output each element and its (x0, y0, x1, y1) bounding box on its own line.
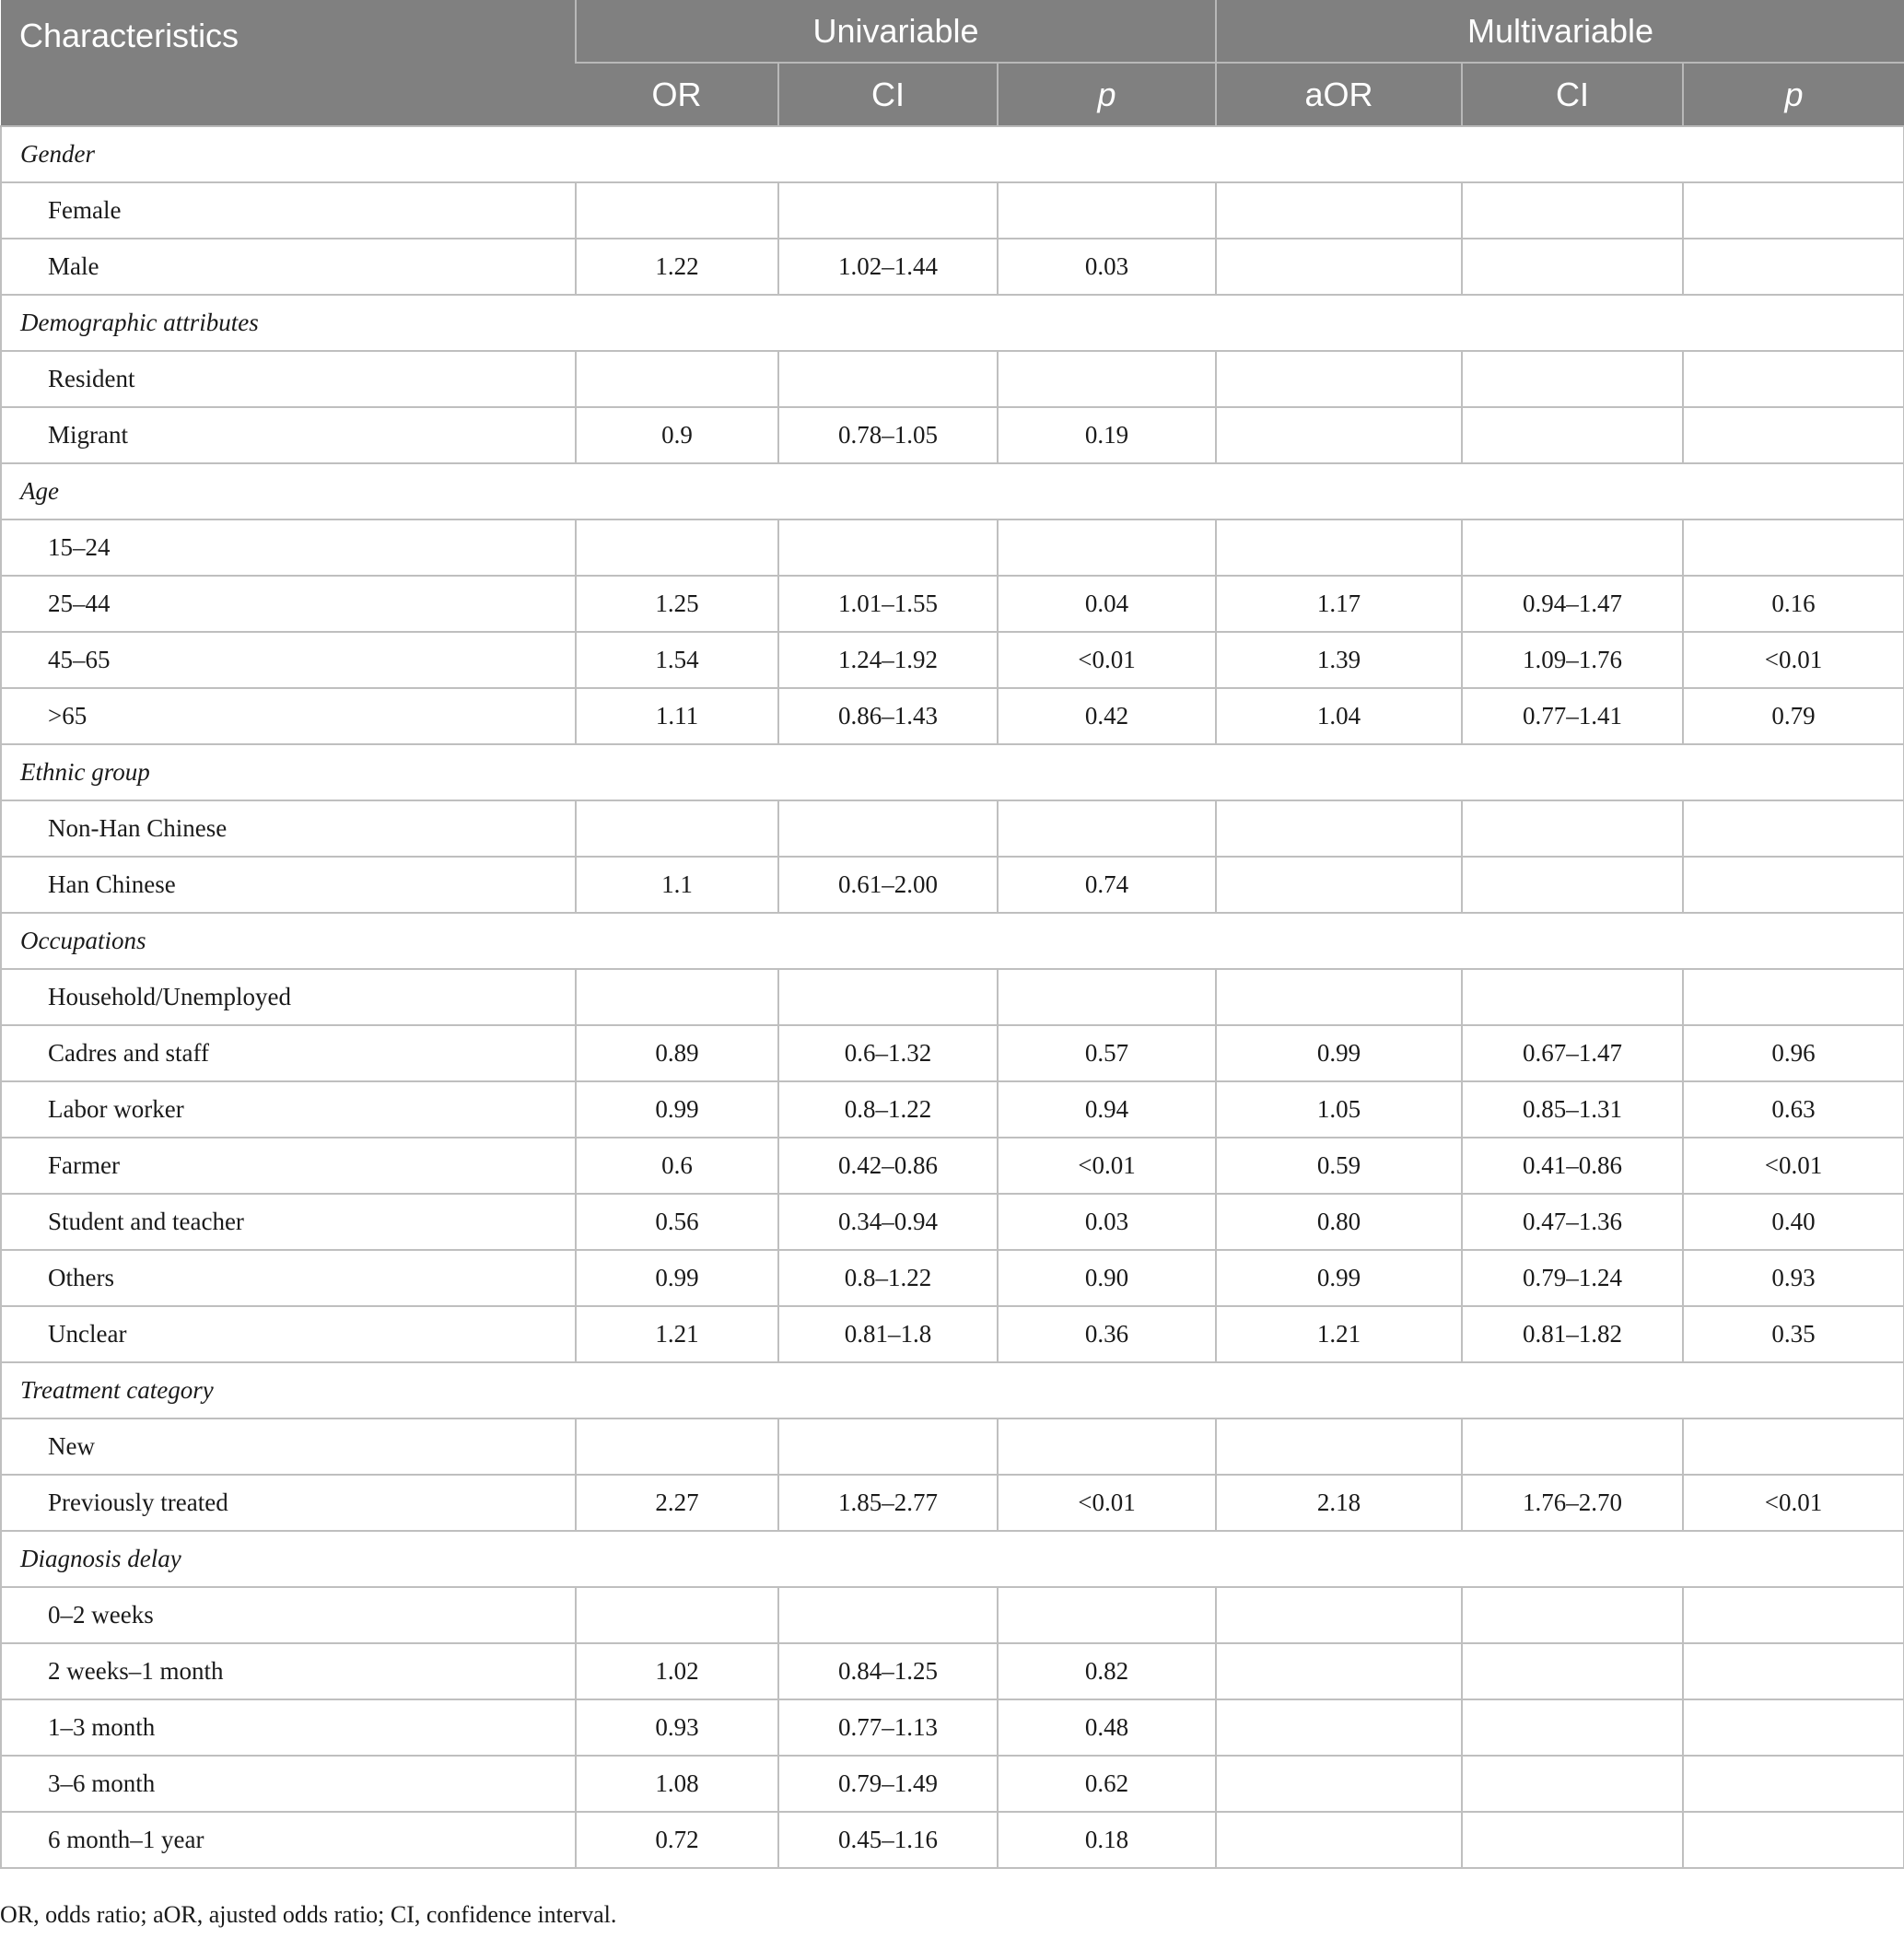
cell-p: 0.57 (998, 1025, 1216, 1081)
cell-adjusted-p: 0.93 (1683, 1250, 1904, 1306)
row-label: Cadres and staff (1, 1025, 576, 1081)
table-row (1, 1250, 1904, 1306)
table-row (1, 632, 1904, 688)
cell-p: 0.94 (998, 1081, 1216, 1138)
cell-or (576, 351, 778, 407)
section-row (1, 744, 1904, 800)
cell-or (576, 800, 778, 857)
cell-or: 0.89 (576, 1025, 778, 1081)
cell-or: 0.72 (576, 1812, 778, 1868)
section-label: Ethnic group (1, 744, 1904, 800)
cell-adjusted-ci: 1.76–2.70 (1462, 1475, 1683, 1531)
table-row (1, 1306, 1904, 1362)
row-label: Student and teacher (1, 1194, 576, 1250)
row-label: 25–44 (1, 576, 576, 632)
cell-adjusted-p (1683, 407, 1904, 463)
cell-ci: 0.6–1.32 (778, 1025, 998, 1081)
cell-p: 0.62 (998, 1756, 1216, 1812)
cell-aor: 1.04 (1216, 688, 1462, 744)
cell-ci: 0.42–0.86 (778, 1138, 998, 1194)
cell-adjusted-ci: 0.41–0.86 (1462, 1138, 1683, 1194)
cell-aor (1216, 800, 1462, 857)
cell-adjusted-p (1683, 1812, 1904, 1868)
table-row (1, 688, 1904, 744)
section-row (1, 913, 1904, 969)
header-multivariable: Multivariable (1216, 0, 1904, 63)
cell-p: 0.04 (998, 576, 1216, 632)
row-label: Non-Han Chinese (1, 800, 576, 857)
cell-adjusted-ci: 0.94–1.47 (1462, 576, 1683, 632)
cell-adjusted-p (1683, 239, 1904, 295)
cell-aor (1216, 1756, 1462, 1812)
cell-ci (778, 520, 998, 576)
row-label: Resident (1, 351, 576, 407)
cell-or: 2.27 (576, 1475, 778, 1531)
table-row (1, 1081, 1904, 1138)
cell-adjusted-p: 0.96 (1683, 1025, 1904, 1081)
cell-p: 0.90 (998, 1250, 1216, 1306)
cell-aor: 0.59 (1216, 1138, 1462, 1194)
row-label: 3–6 month (1, 1756, 576, 1812)
cell-or: 0.99 (576, 1250, 778, 1306)
cell-p (998, 969, 1216, 1025)
section-row (1, 126, 1904, 182)
cell-aor: 1.17 (1216, 576, 1462, 632)
row-label: >65 (1, 688, 576, 744)
cell-adjusted-p (1683, 351, 1904, 407)
cell-or (576, 969, 778, 1025)
table-row (1, 407, 1904, 463)
cell-aor: 0.99 (1216, 1025, 1462, 1081)
cell-p: 0.48 (998, 1699, 1216, 1756)
table-row (1, 1194, 1904, 1250)
cell-adjusted-p (1683, 1699, 1904, 1756)
cell-ci: 1.24–1.92 (778, 632, 998, 688)
cell-ci (778, 351, 998, 407)
row-label: Female (1, 182, 576, 239)
cell-p: <0.01 (998, 1138, 1216, 1194)
cell-aor: 0.80 (1216, 1194, 1462, 1250)
row-label: Migrant (1, 407, 576, 463)
cell-adjusted-ci (1462, 407, 1683, 463)
cell-p: 0.36 (998, 1306, 1216, 1362)
cell-adjusted-ci (1462, 1418, 1683, 1475)
row-label: Unclear (1, 1306, 576, 1362)
cell-p (998, 800, 1216, 857)
cell-ci (778, 1587, 998, 1643)
table-row (1, 1587, 1904, 1643)
cell-ci: 1.85–2.77 (778, 1475, 998, 1531)
header-characteristics: Characteristics (1, 0, 576, 126)
cell-p: 0.03 (998, 1194, 1216, 1250)
cell-p (998, 520, 1216, 576)
cell-adjusted-p (1683, 1587, 1904, 1643)
cell-adjusted-ci (1462, 1587, 1683, 1643)
cell-aor (1216, 351, 1462, 407)
cell-adjusted-ci (1462, 1643, 1683, 1699)
table-row (1, 520, 1904, 576)
cell-adjusted-ci (1462, 239, 1683, 295)
row-label: Others (1, 1250, 576, 1306)
section-label: Demographic attributes (1, 295, 1904, 351)
row-label: 2 weeks–1 month (1, 1643, 576, 1699)
header-ci-univariable: CI (778, 63, 998, 126)
cell-adjusted-ci: 1.09–1.76 (1462, 632, 1683, 688)
table-row (1, 1475, 1904, 1531)
cell-or: 1.11 (576, 688, 778, 744)
cell-or: 1.25 (576, 576, 778, 632)
cell-adjusted-p (1683, 1643, 1904, 1699)
cell-aor (1216, 239, 1462, 295)
cell-or: 1.21 (576, 1306, 778, 1362)
cell-adjusted-ci (1462, 800, 1683, 857)
header-ci-multivariable: CI (1462, 63, 1683, 126)
header-or: OR (576, 63, 778, 126)
row-label: Male (1, 239, 576, 295)
cell-adjusted-p (1683, 800, 1904, 857)
cell-aor (1216, 520, 1462, 576)
cell-adjusted-p: 0.63 (1683, 1081, 1904, 1138)
cell-p: 0.82 (998, 1643, 1216, 1699)
row-label: 6 month–1 year (1, 1812, 576, 1868)
cell-ci: 0.78–1.05 (778, 407, 998, 463)
cell-adjusted-p: <0.01 (1683, 1138, 1904, 1194)
cell-ci: 0.45–1.16 (778, 1812, 998, 1868)
table-row (1, 239, 1904, 295)
cell-adjusted-ci (1462, 351, 1683, 407)
table-footnote: OR, odds ratio; aOR, ajusted odds ratio; CI, confidence interval. (0, 1901, 617, 1928)
table-row (1, 969, 1904, 1025)
cell-or: 1.08 (576, 1756, 778, 1812)
cell-aor (1216, 182, 1462, 239)
cell-ci (778, 182, 998, 239)
cell-aor: 1.21 (1216, 1306, 1462, 1362)
cell-p (998, 1587, 1216, 1643)
cell-adjusted-p (1683, 969, 1904, 1025)
cell-adjusted-ci (1462, 1699, 1683, 1756)
cell-or: 0.99 (576, 1081, 778, 1138)
row-label: 0–2 weeks (1, 1587, 576, 1643)
cell-ci: 1.01–1.55 (778, 576, 998, 632)
cell-aor (1216, 1587, 1462, 1643)
cell-aor (1216, 1699, 1462, 1756)
cell-p: 0.74 (998, 857, 1216, 913)
cell-or (576, 1418, 778, 1475)
section-row (1, 1362, 1904, 1418)
row-label: Labor worker (1, 1081, 576, 1138)
cell-p (998, 182, 1216, 239)
cell-ci: 0.8–1.22 (778, 1250, 998, 1306)
table-row (1, 800, 1904, 857)
cell-adjusted-ci (1462, 182, 1683, 239)
cell-ci: 0.61–2.00 (778, 857, 998, 913)
cell-ci: 0.81–1.8 (778, 1306, 998, 1362)
section-row (1, 463, 1904, 520)
cell-p (998, 1418, 1216, 1475)
cell-ci: 1.02–1.44 (778, 239, 998, 295)
table-row (1, 351, 1904, 407)
cell-or (576, 520, 778, 576)
cell-or: 1.22 (576, 239, 778, 295)
header-p-univariable: p (998, 63, 1216, 126)
cell-p: 0.18 (998, 1812, 1216, 1868)
cell-p: 0.19 (998, 407, 1216, 463)
row-label: New (1, 1418, 576, 1475)
cell-p (998, 351, 1216, 407)
table-row (1, 576, 1904, 632)
header-p-multivariable: p (1683, 63, 1904, 126)
cell-adjusted-ci (1462, 1756, 1683, 1812)
cell-adjusted-p (1683, 857, 1904, 913)
cell-ci (778, 1418, 998, 1475)
cell-adjusted-ci (1462, 969, 1683, 1025)
row-label: Farmer (1, 1138, 576, 1194)
cell-adjusted-p: <0.01 (1683, 1475, 1904, 1531)
cell-aor (1216, 1812, 1462, 1868)
row-label: 1–3 month (1, 1699, 576, 1756)
cell-adjusted-ci: 0.79–1.24 (1462, 1250, 1683, 1306)
cell-ci: 0.84–1.25 (778, 1643, 998, 1699)
row-label: Han Chinese (1, 857, 576, 913)
table-row (1, 1138, 1904, 1194)
cell-or: 1.02 (576, 1643, 778, 1699)
cell-or: 0.9 (576, 407, 778, 463)
cell-aor: 1.05 (1216, 1081, 1462, 1138)
table-row (1, 182, 1904, 239)
cell-aor: 2.18 (1216, 1475, 1462, 1531)
cell-adjusted-ci (1462, 857, 1683, 913)
cell-adjusted-p (1683, 1418, 1904, 1475)
cell-adjusted-p: 0.16 (1683, 576, 1904, 632)
cell-p: 0.42 (998, 688, 1216, 744)
section-row (1, 295, 1904, 351)
cell-adjusted-p (1683, 182, 1904, 239)
cell-adjusted-ci: 0.85–1.31 (1462, 1081, 1683, 1138)
row-label: Household/Unemployed (1, 969, 576, 1025)
cell-aor (1216, 1643, 1462, 1699)
row-label: Previously treated (1, 1475, 576, 1531)
header-aor: aOR (1216, 63, 1462, 126)
cell-ci: 0.8–1.22 (778, 1081, 998, 1138)
cell-adjusted-ci (1462, 520, 1683, 576)
section-label: Treatment category (1, 1362, 1904, 1418)
cell-or (576, 182, 778, 239)
row-label: 45–65 (1, 632, 576, 688)
cell-adjusted-p: 0.40 (1683, 1194, 1904, 1250)
cell-aor: 0.99 (1216, 1250, 1462, 1306)
cell-ci: 0.79–1.49 (778, 1756, 998, 1812)
cell-or (576, 1587, 778, 1643)
cell-adjusted-p (1683, 1756, 1904, 1812)
cell-aor (1216, 857, 1462, 913)
table-row (1, 1812, 1904, 1868)
cell-or: 1.1 (576, 857, 778, 913)
table-header (1, 0, 1904, 126)
cell-aor (1216, 1418, 1462, 1475)
cell-or: 0.56 (576, 1194, 778, 1250)
cell-adjusted-ci: 0.77–1.41 (1462, 688, 1683, 744)
table-row (1, 1756, 1904, 1812)
cell-or: 1.54 (576, 632, 778, 688)
cell-adjusted-p: 0.35 (1683, 1306, 1904, 1362)
section-row (1, 1531, 1904, 1587)
cell-ci: 0.77–1.13 (778, 1699, 998, 1756)
section-label: Gender (1, 126, 1904, 182)
row-label: 15–24 (1, 520, 576, 576)
section-label: Age (1, 463, 1904, 520)
cell-adjusted-ci: 0.67–1.47 (1462, 1025, 1683, 1081)
cell-adjusted-ci: 0.81–1.82 (1462, 1306, 1683, 1362)
cell-p: <0.01 (998, 1475, 1216, 1531)
cell-adjusted-p: <0.01 (1683, 632, 1904, 688)
table-row (1, 1025, 1904, 1081)
cell-aor (1216, 407, 1462, 463)
cell-ci (778, 969, 998, 1025)
cell-p: <0.01 (998, 632, 1216, 688)
cell-ci: 0.86–1.43 (778, 688, 998, 744)
cell-ci: 0.34–0.94 (778, 1194, 998, 1250)
section-label: Diagnosis delay (1, 1531, 1904, 1587)
cell-aor (1216, 969, 1462, 1025)
table-row (1, 1643, 1904, 1699)
cell-or: 0.93 (576, 1699, 778, 1756)
cell-adjusted-ci: 0.47–1.36 (1462, 1194, 1683, 1250)
table-row (1, 1699, 1904, 1756)
table-body (1, 126, 1904, 1868)
table-row (1, 1418, 1904, 1475)
cell-or: 0.6 (576, 1138, 778, 1194)
cell-aor: 1.39 (1216, 632, 1462, 688)
header-univariable: Univariable (576, 0, 1216, 63)
cell-p: 0.03 (998, 239, 1216, 295)
cell-adjusted-ci (1462, 1812, 1683, 1868)
table-row (1, 857, 1904, 913)
section-label: Occupations (1, 913, 1904, 969)
cell-ci (778, 800, 998, 857)
cell-adjusted-p: 0.79 (1683, 688, 1904, 744)
cell-adjusted-p (1683, 520, 1904, 576)
